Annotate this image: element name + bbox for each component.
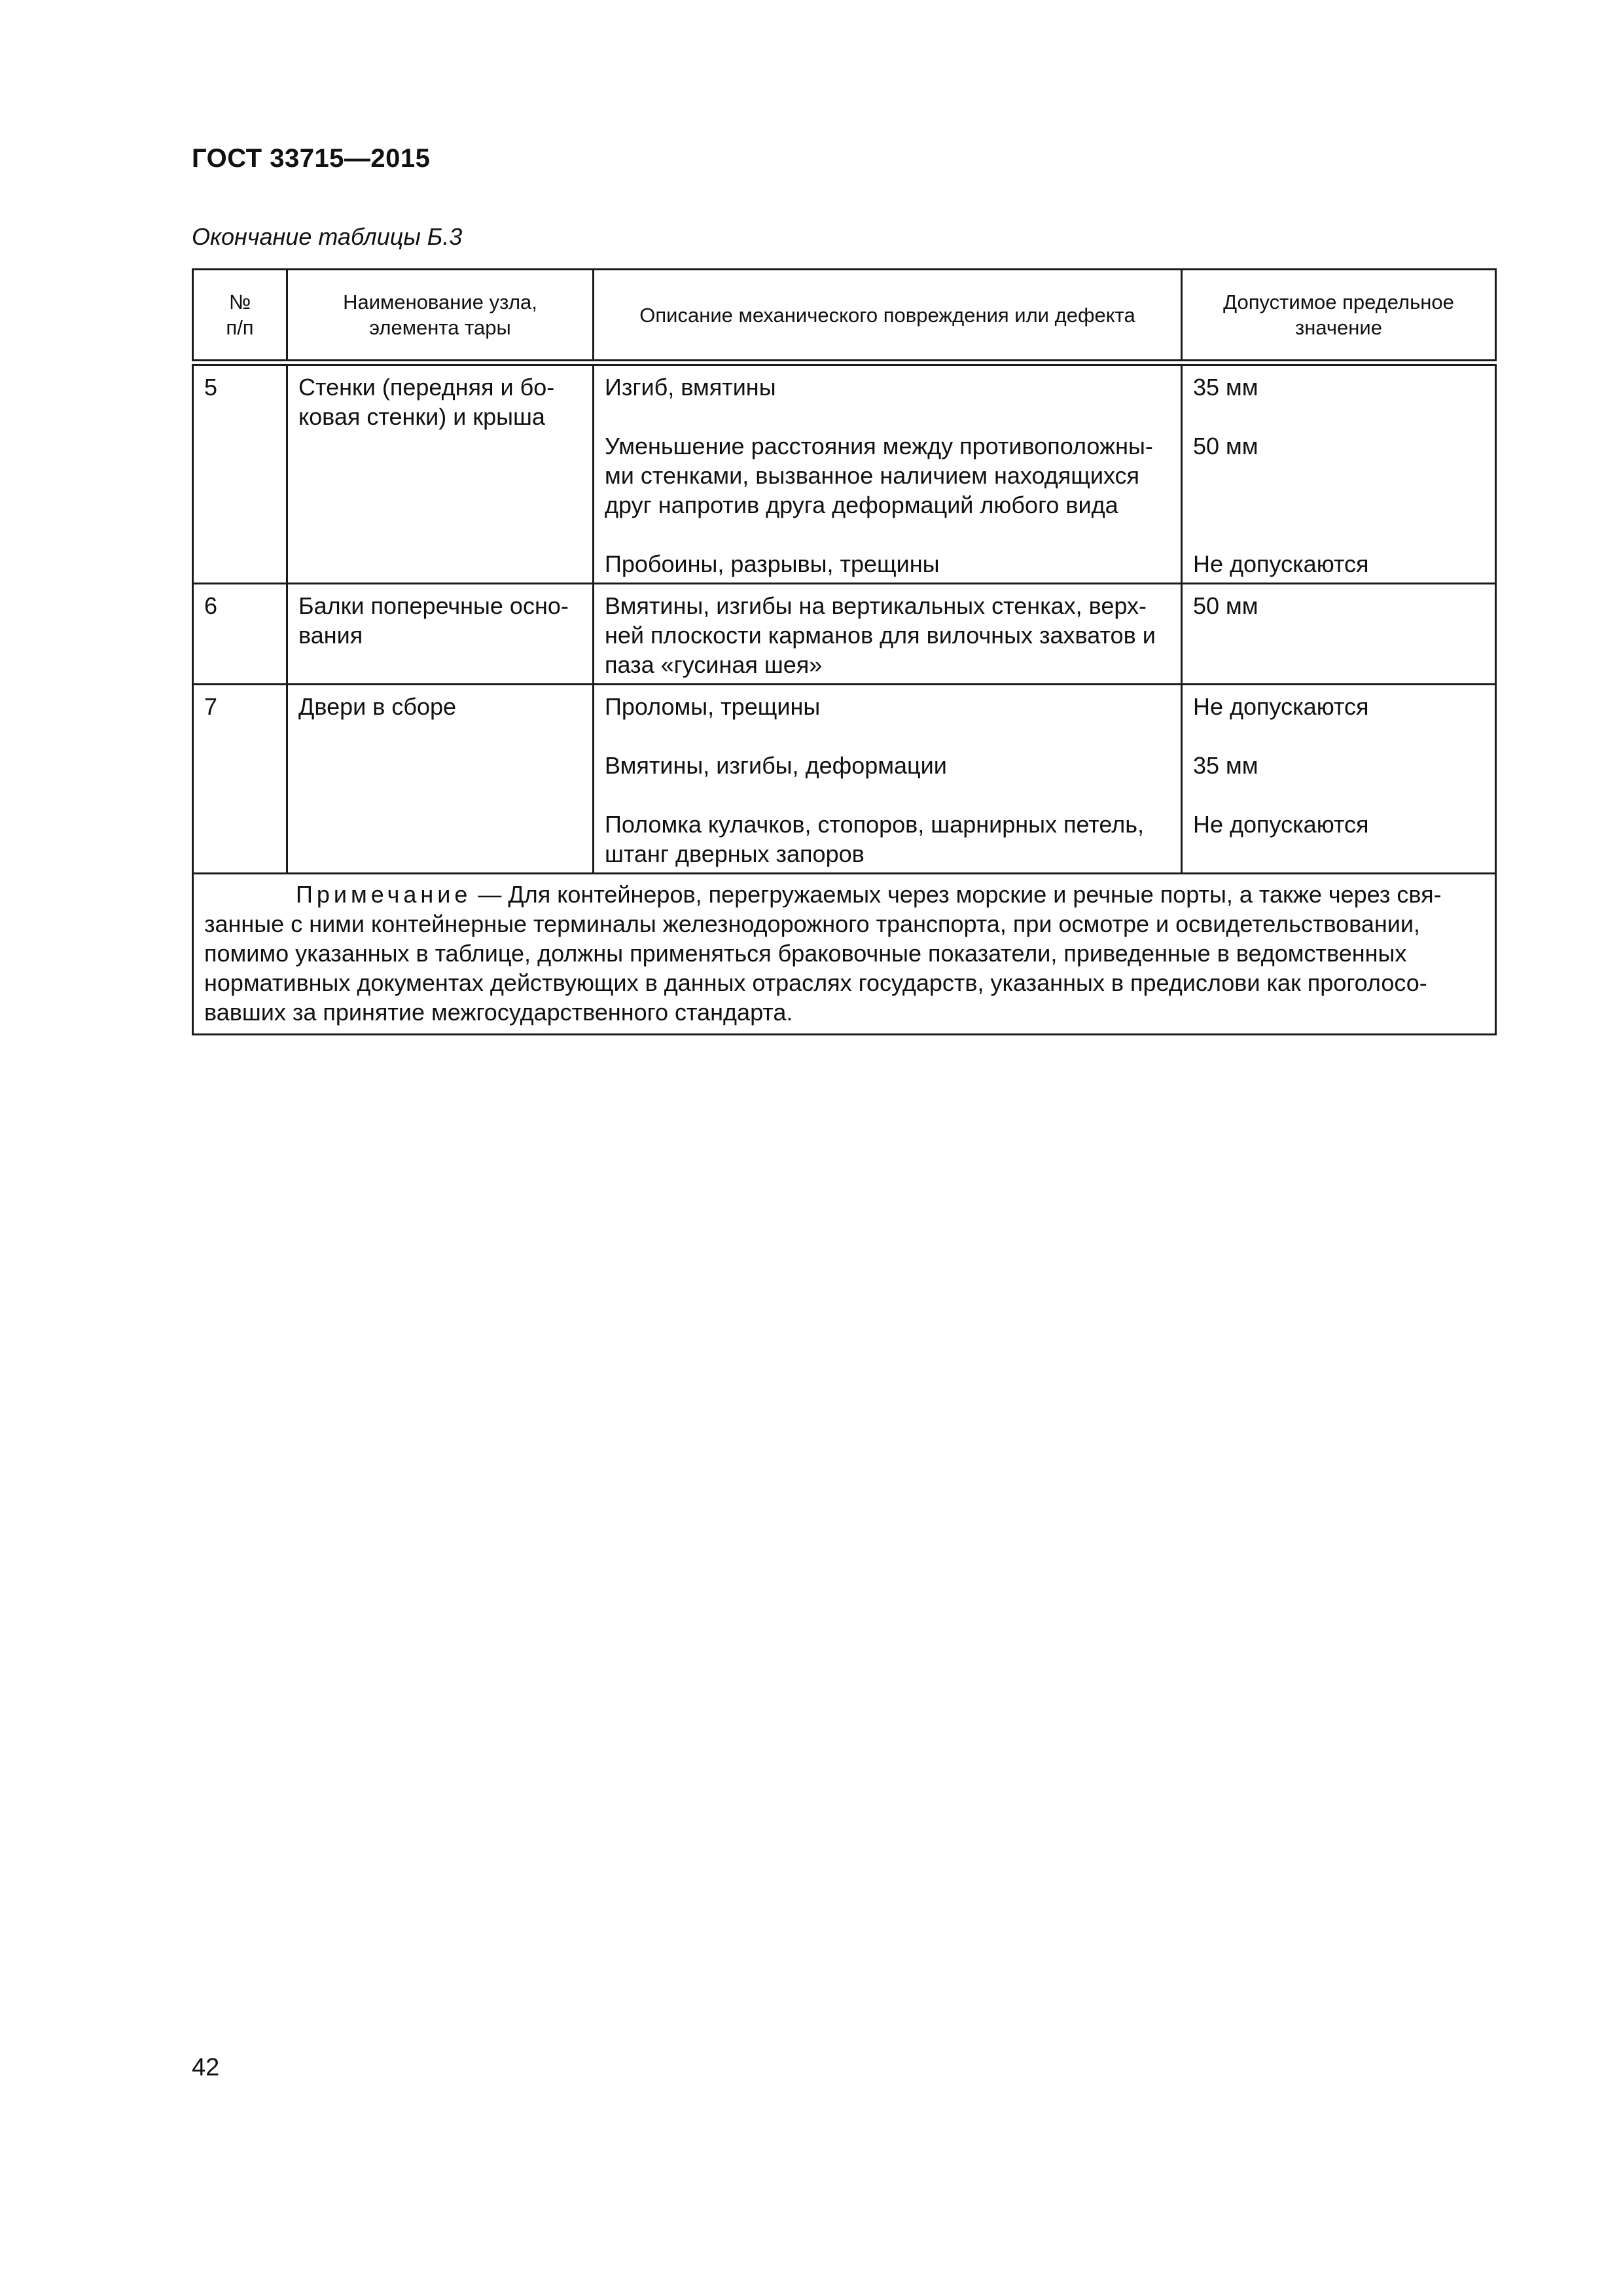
element-name: Двери в сборе (287, 685, 594, 874)
column-header-element-name: Наименование узла, элемента тары (287, 270, 594, 363)
limit-value-cell (1182, 584, 1496, 685)
table-note-row (193, 874, 1496, 1035)
page-number: 42 (192, 2054, 220, 2081)
limit-value-cell (1182, 685, 1496, 874)
row-number: 5 (193, 363, 287, 584)
table-row (193, 685, 1496, 874)
element-name: Стенки (передняя и бо- ковая стенки) и крыша (287, 363, 594, 584)
table-row (193, 584, 1496, 685)
defect-description-cell (594, 584, 1182, 685)
table-note (193, 874, 1496, 1035)
table-header-row (193, 270, 1496, 363)
defect-description: Уменьшение расстояния между противоположны- ми стенками, вызванное наличием находящихся друг напротив друга деформаций любого вида (605, 433, 1153, 518)
note-text: — Для контейнеров, перегружаемых через морские и речные порты, а также через свя- занные с ними контейнерные терминалы железнодорожного транспорта, при осмотре и освидетельствовании, помимо указанных в таблице, должны применяться браковочные показатели, приведенные в ведомственных нормативных документах действующих в данных отраслях государств, указанных в предислови как проголосо- вавших за принятие межгосударственного стандарта. (204, 881, 1442, 1026)
limit-value: 35 мм (1193, 374, 1258, 401)
row-number: 7 (193, 685, 287, 874)
limit-value: Не допускаются (1193, 550, 1369, 577)
defect-description: Проломы, трещины (605, 693, 821, 720)
limit-value: 35 мм (1193, 752, 1258, 779)
defects-table (192, 268, 1497, 1035)
defects-table-container (192, 268, 1495, 1035)
row-number: 6 (193, 584, 287, 685)
column-header-limit-value: Допустимое предельное значение (1182, 270, 1496, 363)
defect-description: Вмятины, изгибы, деформации (605, 752, 947, 779)
limit-value-cell (1182, 363, 1496, 584)
column-header-number: № п/п (193, 270, 287, 363)
limit-value: Не допускаются (1193, 693, 1369, 720)
defect-description: Вмятины, изгибы на вертикальных стенках, верх- ней плоскости карманов для вилочных захватов и паза «гусиная шея» (605, 592, 1156, 678)
limit-value: 50 мм (1193, 433, 1258, 459)
column-header-defect-description: Описание механического повреждения или дефекта (594, 270, 1182, 363)
defect-description: Поломка кулачков, стопоров, шарнирных петель, штанг дверных запоров (605, 811, 1144, 867)
defect-description: Изгиб, вмятины (605, 374, 776, 401)
defect-description-cell (594, 685, 1182, 874)
defect-description-cell (594, 363, 1182, 584)
document-header: ГОСТ 33715—2015 (192, 144, 431, 173)
element-name: Балки поперечные осно- вания (287, 584, 594, 685)
table-row (193, 363, 1496, 584)
defect-description: Пробоины, разрывы, трещины (605, 550, 940, 577)
table-caption: Окончание таблицы Б.3 (192, 223, 463, 250)
limit-value: 50 мм (1193, 592, 1258, 619)
limit-value: Не допускаются (1193, 811, 1369, 838)
note-label: Примечание (296, 881, 472, 908)
